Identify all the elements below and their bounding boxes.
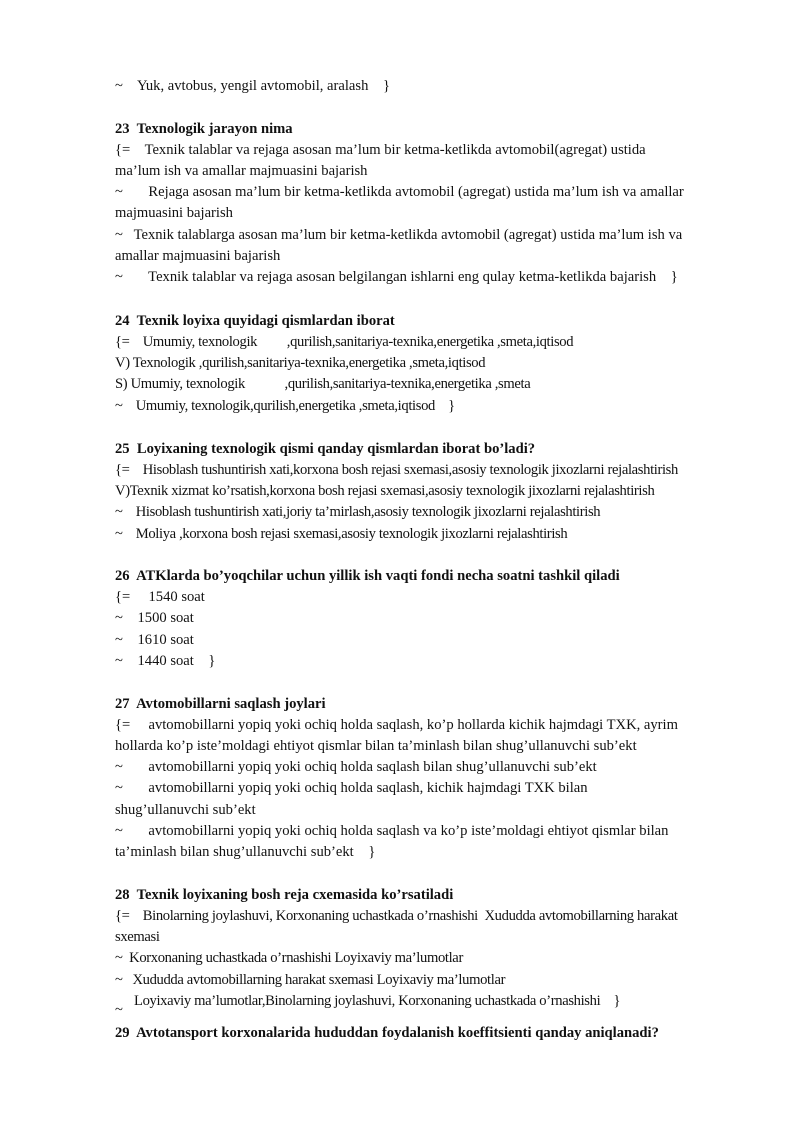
answer-line: ~ avtomobillarni yopiq yoki ochiq holda saqlash va ko’p iste’moldagi ehtiyot qismlar bilan — [115, 823, 669, 839]
answer-line: ~ Texnik talablar va rejaga asosan belgilangan ishlarni eng qulay ketma-ketlikda bajarish } — [115, 269, 678, 285]
answer-line: ~ Moliya ,korxona bosh rejasi sxemasi,asosiy texnologik jixozlarni rejalashtirish — [115, 526, 568, 542]
answer-line: V)Texnik xizmat ko’rsatish,korxona bosh rejasi sxemasi,asosiy texnologik jixozlarni rejalashtirish — [115, 483, 655, 499]
answer-line: hollarda ko’p iste’moldagi ehtiyot qismlar bilan ta’minlash bilan shug’ullanuvchi sub’ekt — [115, 738, 637, 754]
answer-line: ta’minlash bilan shug’ullanuvchi sub’ekt } — [115, 844, 376, 860]
question-25-title: 25 Loyixaning texnologik qismi qanday qismlardan iborat bo’ladi? — [115, 441, 536, 457]
question-29-title: 29 Avtotansport korxonalarida hududdan foydalanish koeffitsienti qanday aniqlanadi? — [115, 1025, 659, 1041]
answer-line: V) Texnologik ,qurilish,sanitariya-texnika,energetika ,smeta,iqtisod — [115, 355, 486, 371]
answer-line: amallar majmuasini bajarish — [115, 248, 281, 264]
answer-line: ~ Texnik talablarga asosan ma’lum bir ketma-ketlikda avtomobil (agregat) ustida ma’lum ish va — [115, 227, 683, 243]
answer-line: {= 1540 soat — [115, 589, 205, 605]
answer-line: shug’ullanuvchi sub’ekt — [115, 802, 256, 818]
answer-line: {= Hisoblash tushuntirish xati,korxona bosh rejasi sxemasi,asosiy texnologik jixozlarni rejalashtirish — [115, 462, 678, 478]
answer-line: {= Umumiy, texnologik ,qurilish,sanitariya-texnika,energetika ,smeta,iqtisod — [115, 334, 574, 350]
answer-line: ~ 1610 soat — [115, 632, 194, 648]
answer-line: ~ Yuk, avtobus, yengil avtomobil, aralash } — [115, 78, 390, 94]
answer-line: sxemasi — [115, 929, 160, 945]
answer-line-tilde: ~ — [115, 1002, 123, 1018]
answer-line: ~ Rejaga asosan ma’lum bir ketma-ketlikda avtomobil (agregat) ustida ma’lum ish va amallar — [115, 184, 684, 200]
answer-line: ~ 1440 soat } — [115, 653, 216, 669]
answer-line: ~ avtomobillarni yopiq yoki ochiq holda saqlash, kichik hajmdagi TXK bilan — [115, 780, 588, 796]
answer-line: {= Texnik talablar va rejaga asosan ma’lum bir ketma-ketlikda avtomobil(agregat) ustida — [115, 142, 646, 158]
answer-line: ~ Korxonaning uchastkada o’rnashishi Loyixaviy ma’lumotlar — [115, 950, 463, 966]
answer-line: {= avtomobillarni yopiq yoki ochiq holda saqlash, ko’p hollarda kichik hajmdagi TXK, ayrim — [115, 717, 678, 733]
answer-line: {= Binolarning joylashuvi, Korxonaning uchastkada o’rnashishi Xududda avtomobillarning harakat — [115, 908, 678, 924]
question-28-title: 28 Texnik loyixaning bosh reja cxemasida ko’rsatiladi — [115, 887, 454, 903]
answer-line: ma’lum ish va amallar majmuasini bajarish — [115, 163, 368, 179]
answer-line: ~ Xududda avtomobillarning harakat sxemasi Loyixaviy ma’lumotlar — [115, 972, 506, 988]
question-24-title: 24 Texnik loyixa quyidagi qismlardan iborat — [115, 313, 395, 329]
answer-line: ~ avtomobillarni yopiq yoki ochiq holda saqlash bilan shug’ullanuvchi sub’ekt — [115, 759, 597, 775]
question-23-title: 23 Texnologik jarayon nima — [115, 121, 293, 137]
answer-line: ~ Umumiy, texnologik,qurilish,energetika ,smeta,iqtisod } — [115, 398, 455, 414]
question-27-title: 27 Avtomobillarni saqlash joylari — [115, 696, 326, 712]
question-26-title: 26 ATKlarda bo’yoqchilar uchun yillik ish vaqti fondi necha soatni tashkil qiladi — [115, 568, 620, 584]
answer-line: majmuasini bajarish — [115, 205, 233, 221]
answer-line: S) Umumiy, texnologik ,qurilish,sanitariya-texnika,energetika ,smeta — [115, 376, 531, 392]
answer-line: ~ Hisoblash tushuntirish xati,joriy ta’mirlash,asosiy texnologik jixozlarni rejalashtirish — [115, 504, 601, 520]
answer-line: ~ 1500 soat — [115, 610, 194, 626]
answer-line: Loyixaviy ma’lumotlar,Binolarning joylashuvi, Korxonaning uchastkada o’rnashishi } — [134, 993, 621, 1009]
